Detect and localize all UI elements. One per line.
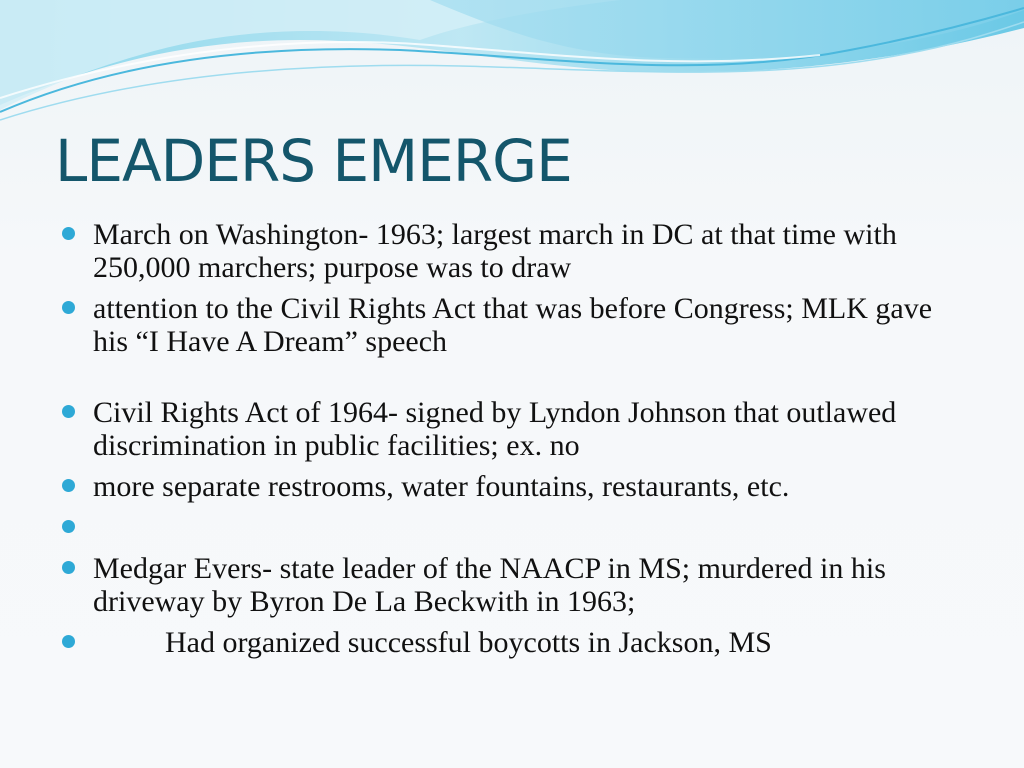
bullet-dot-icon [62,301,75,314]
bullet-dot-icon [62,479,75,492]
bullet-text: attention to the Civil Rights Act that was before Congress; MLK gave his “I Have A Dream” speech [93,292,933,358]
slide-title: LEADERS EMERGE [55,127,572,195]
bullet-item-empty [62,511,962,544]
bullet-dot-icon [62,405,75,418]
bullet-dot-icon [62,635,75,648]
bullet-text: Had organized successful boycotts in Jackson, MS [165,626,772,659]
header-wave-decoration [0,0,1024,130]
bullet-item [62,626,962,659]
bullet-text: Civil Rights Act of 1964- signed by Lyndon Johnson that outlawed discrimination in public facilities; ex. no [93,396,897,462]
bullet-dot-icon [62,227,75,240]
bullet-text: Medgar Evers- state leader of the NAACP in MS; murdered in his driveway by Byron De La Beckwith in 1963; [93,552,886,618]
bullet-item [62,292,962,358]
bullet-text: March on Washington- 1963; largest march in DC at that time with 250,000 marchers; purpose was to draw [93,218,897,284]
bullet-list [62,218,962,667]
bullet-dot-icon [62,561,75,574]
bullet-item [62,470,962,503]
bullet-text: more separate restrooms, water fountains, restaurants, etc. [93,470,790,503]
bullet-dot-icon [62,520,75,533]
bullet-item [62,218,962,284]
bullet-item [62,396,962,462]
bullet-item [62,552,962,618]
